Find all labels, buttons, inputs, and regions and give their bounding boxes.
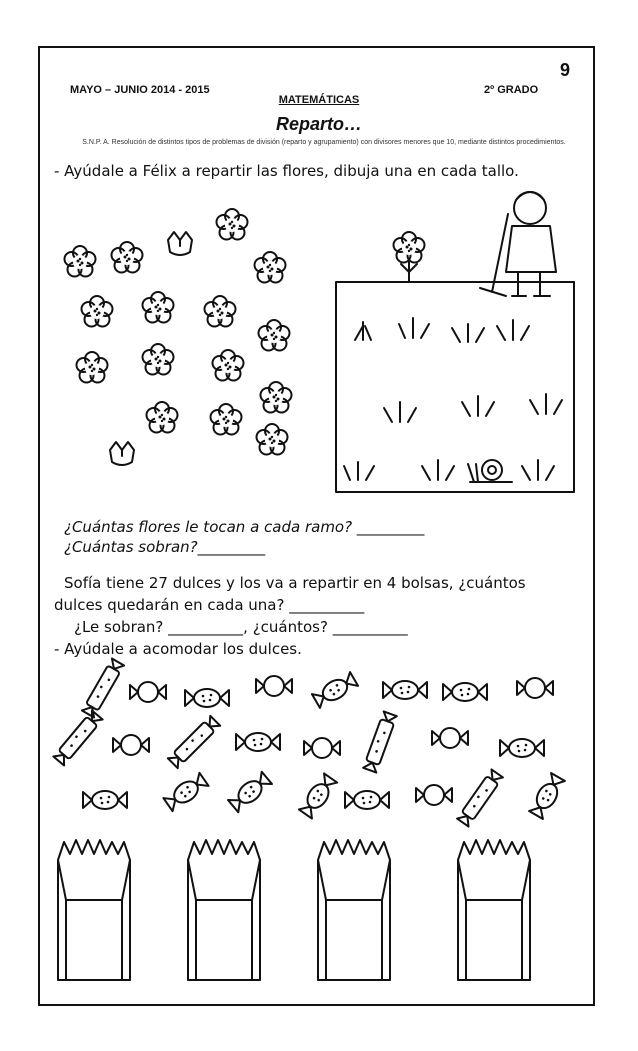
school-period: MAYO – JUNIO 2014 - 2015 — [70, 84, 210, 96]
grade-label: 2º GRADO — [484, 84, 539, 96]
learning-objective: S.N.P. A. Resolución de distintos tipos de problemas de división (reparto y agrupamiento) con divisores menores que 10, mediante distintos procedimientos. — [82, 139, 566, 146]
activity1-instruction: - Ayúdale a Félix a repartir las flores, dibuja una en cada tallo. — [54, 162, 519, 180]
problem-line-1: Sofía tiene 27 dulces y los va a repartir en 4 bolsas, ¿cuántos — [64, 574, 526, 592]
activity2-instruction: - Ayúdale a acomodar los dulces. — [54, 640, 302, 658]
problem-line-3: ¿Le sobran? __________, ¿cuántos? __________ — [74, 618, 408, 636]
question-flowers-left: ¿Cuántas sobran?_________ — [64, 538, 266, 556]
problem-line-2: dulces quedarán en cada una? __________ — [54, 596, 365, 614]
subject-title: MATEMÁTICAS — [278, 94, 360, 106]
page-number: 9 — [560, 60, 571, 80]
page-title: Reparto… — [275, 114, 362, 134]
question-flowers-per-bunch: ¿Cuántas flores le tocan a cada ramo? _________ — [64, 518, 425, 536]
